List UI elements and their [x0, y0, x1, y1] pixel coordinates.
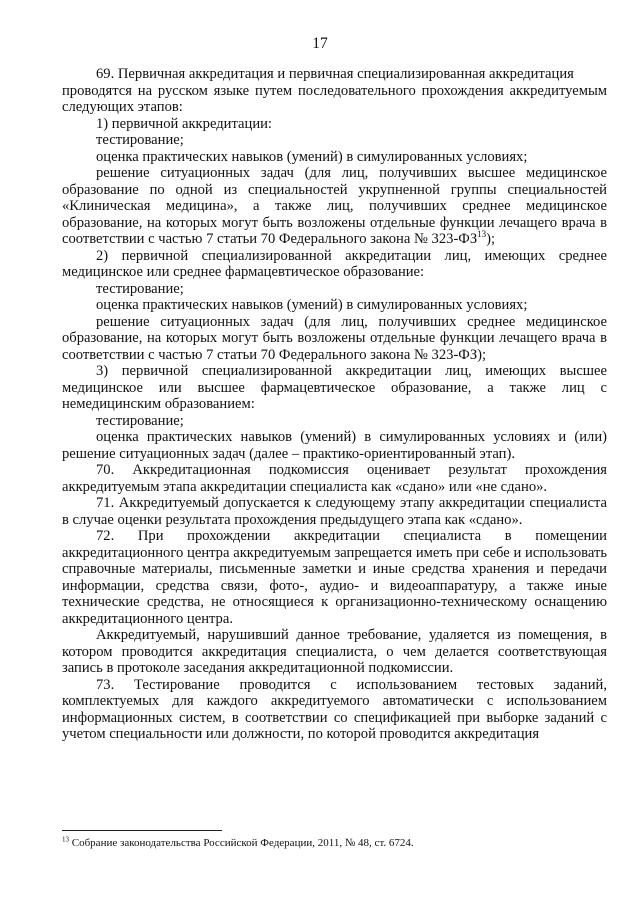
list-sub-item: оценка практических навыков (умений) в симулированных условиях и (или) решение ситуационных задач (далее – практико-ориентированный этап). — [62, 429, 607, 462]
footnote-ref-tail: ); — [486, 231, 496, 247]
paragraph-70: 70. Аккредитационная подкомиссия оценивает результат прохождения аккредитуемым этапа аккредитации специалиста как «сдано» или «не сдано». — [62, 462, 607, 495]
list-item-1: 1) первичной аккредитации: — [96, 115, 272, 132]
paragraph-69: 69. Первичная аккредитация и первичная специализированная аккредитация — [96, 66, 574, 82]
paragraph-71: 71. Аккредитуемый допускается к следующему этапу аккредитации специалиста в случае оценки результата прохождения предыдущего этапа как «сдано». — [62, 495, 607, 528]
list-sub-item: оценка практических навыков (умений) в симулированных условиях; — [96, 148, 528, 165]
paragraph-72: 72. При прохождении аккредитации специалиста в помещении аккредитационного центра аккредитуемым запрещается иметь при себе и использовать справочные материалы, письменные заметки и иные средства хранения и передачи информации, средства связи, фото-, аудио- и видеоаппаратуру, а также иные технические средства, не относящиеся к организационно-техническому оснащению аккредитационного центра. — [62, 528, 607, 627]
footnote — [62, 837, 607, 850]
list-sub-item: решение ситуационных задач (для лиц, получивших среднее медицинское образование, на которых могут быть возложены отдельные функции лечащего врача в соответствии с частью 7 статьи 70 Федерального закона № 323-ФЗ); — [62, 313, 607, 363]
footnote-text: Собрание законодательства Российской Федерации, 2011, № 48, ст. 6724. — [71, 837, 414, 849]
list-item-2: 2) первичной специализированной аккредитации лиц, имеющих среднее медицинское или среднее фармацевтическое образование: — [62, 247, 607, 280]
footnote-divider — [62, 830, 222, 831]
list-item-3: 3) первичной специализированной аккредитации лиц, имеющих высшее медицинское или высшее фармацевтическое образование, а также лиц с немедицинским образованием: — [62, 363, 607, 412]
paragraph-69-cont: проводятся на русском языке путем последовательного прохождения аккредитуемым следующих этапов: — [62, 82, 607, 115]
list-sub-item — [62, 165, 607, 248]
document-body — [62, 66, 607, 743]
list-sub-item: тестирование; — [96, 132, 184, 148]
list-sub-item-text: решение ситуационных задач (для лиц, получивших высшее медицинское образование по одной из специальностей укрупненной группы специальностей «Клиническая медицина», а также лиц, получивших среднее медицинское образование, на которых могут быть возложены отдельные функции лечащего врача в соответствии с частью 7 статьи 70 Федерального закона № 323-ФЗ — [62, 165, 607, 247]
paragraph-73: 73. Тестирование проводится с использованием тестовых заданий, комплектуемых для каждого аккредитуемого автоматически с использованием информационных систем, в соответствии со спецификацией при выборке заданий с учетом специальности или должности, по которой проводится аккредитация — [62, 676, 607, 742]
list-sub-item: тестирование; — [96, 412, 184, 429]
footnote-number: 13 — [62, 835, 69, 844]
list-sub-item: тестирование; — [96, 280, 184, 297]
page-number: 17 — [312, 35, 328, 52]
list-sub-item: оценка практических навыков (умений) в симулированных условиях; — [96, 297, 528, 313]
paragraph-72-note: Аккредитуемый, нарушивший данное требование, удаляется из помещения, в котором проводится аккредитация специалиста, о чем делается соответствующая запись в протоколе заседания аккредитационной подкомиссии. — [62, 627, 607, 676]
footnote-reference: 13 — [477, 229, 487, 240]
